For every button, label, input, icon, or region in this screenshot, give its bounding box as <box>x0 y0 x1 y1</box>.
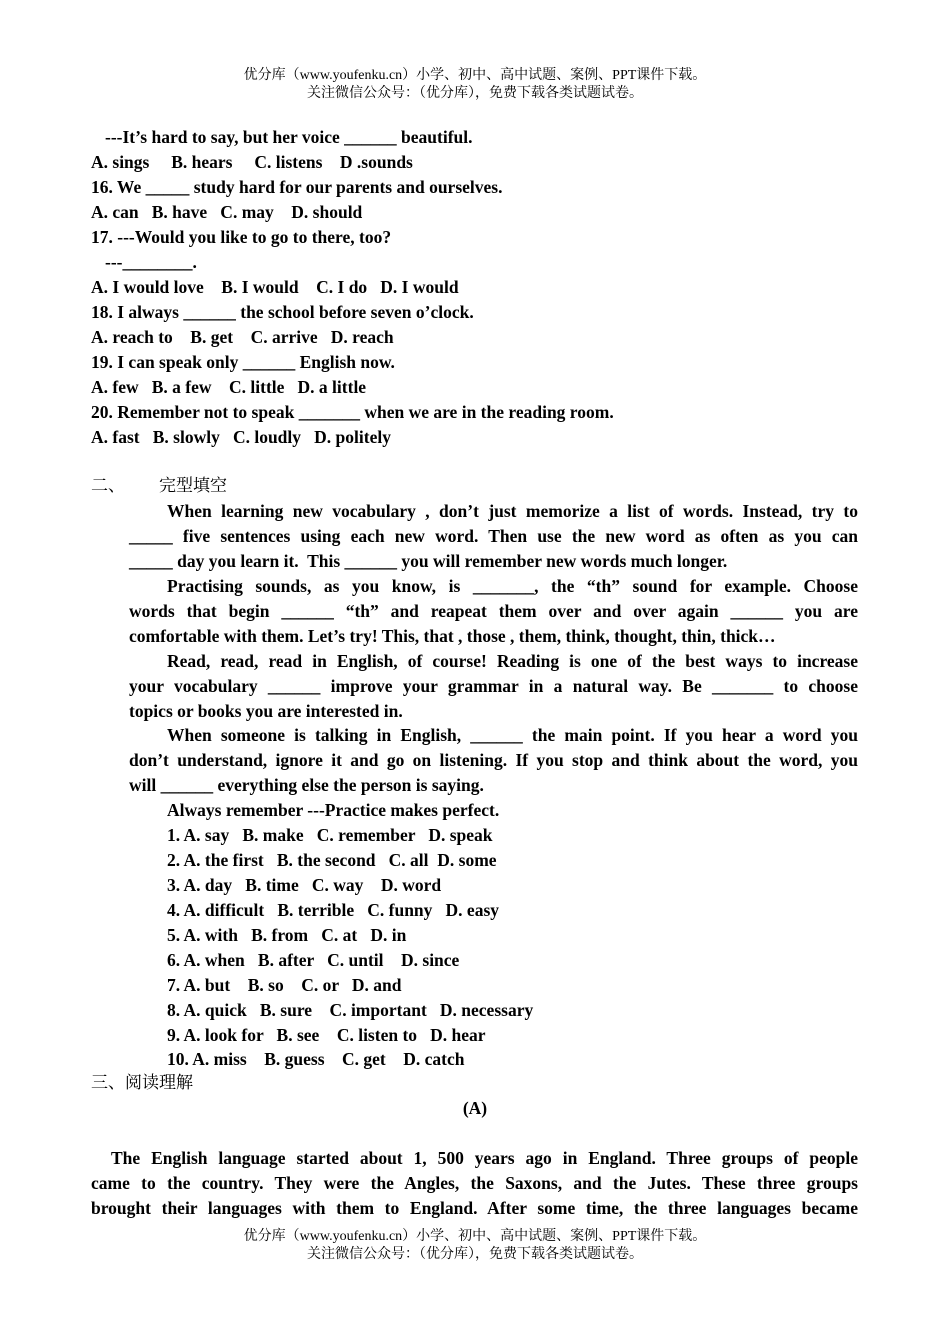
cloze-option-row: 4. A. difficult B. terrible C. funny D. easy <box>167 900 500 920</box>
cloze-passage-line: When learning new vocabulary , don’t just memorize a list of words. Instead, try to <box>167 501 858 521</box>
cloze-option-row: 3. A. day B. time C. way D. word <box>167 875 442 895</box>
cloze-passage-line: Read, read, read in English, of course! Reading is one of the best ways to increase <box>167 651 858 671</box>
cloze-passage-line: will ______ everything else the person is saying. <box>129 775 484 795</box>
cloze-passage-line: don’t understand, ignore it and go on listening. If you stop and think about the word, you <box>129 750 858 770</box>
section2-heading-title: 完型填空 <box>159 476 227 495</box>
cloze-passage-line: _____ five sentences using each new word. Then use the new word as often as you can <box>129 526 858 546</box>
q19-options: A. few B. a few C. little D. a little <box>91 377 367 397</box>
q20-question: 20. Remember not to speak _______ when we are in the reading room. <box>91 402 614 422</box>
cloze-passage-line: comfortable with them. Let’s try! This, that , those , them, think, thought, thin, thick… <box>129 626 776 646</box>
header-line-1: 优分库（www.youfenku.cn）小学、初中、高中试题、案例、PPT课件下载。 <box>243 68 707 83</box>
header-line-2: 关注微信公众号：（优分库），免费下载各类试题试卷。 <box>307 86 643 101</box>
cloze-option-row: 6. A. when B. after C. until D. since <box>167 950 460 970</box>
cloze-passage-line: _____ day you learn it. This ______ you will remember new words much longer. <box>129 551 728 571</box>
section3-heading: 三、阅读理解 <box>91 1073 193 1092</box>
cloze-passage-line: Practising sounds, as you know, is _______, the “th” sound for example. Choose <box>167 576 858 596</box>
q16-question: 16. We _____ study hard for our parents and ourselves. <box>91 177 503 197</box>
cloze-option-row: 8. A. quick B. sure C. important D. necessary <box>167 1000 534 1020</box>
q17-answer-line: ---________. <box>105 252 197 272</box>
cloze-option-row: 2. A. the first B. the second C. all D. some <box>167 850 497 870</box>
q17-question: 17. ---Would you like to go to there, too? <box>91 227 392 247</box>
reading-passage-line: came to the country. They were the Angles, the Saxons, and the Jutes. These three groups <box>91 1173 858 1193</box>
section2-heading-number: 二、 <box>91 476 125 495</box>
reading-passage-line: The English language started about 1, 500 years ago in England. Three groups of people <box>111 1148 858 1168</box>
reading-passage-line: brought their languages with them to England. After some time, the three languages became <box>91 1198 858 1218</box>
q18-options: A. reach to B. get C. arrive D. reach <box>91 327 394 347</box>
cloze-option-row: 10. A. miss B. guess C. get D. catch <box>167 1049 465 1069</box>
cloze-option-row: 1. A. say B. make C. remember D. speak <box>167 825 493 845</box>
page-footer <box>0 1228 950 1264</box>
cloze-passage-line: topics or books you are interested in. <box>129 701 403 721</box>
cloze-option-row: 9. A. look for B. see C. listen to D. hear <box>167 1025 486 1045</box>
q16-options: A. can B. have C. may D. should <box>91 202 363 222</box>
footer-line-2: 关注微信公众号：（优分库），免费下载各类试题试卷。 <box>307 1247 643 1262</box>
q15-options: A. sings B. hears C. listens D .sounds <box>91 152 413 172</box>
page-header <box>0 67 950 103</box>
cloze-option-row: 5. A. with B. from C. at D. in <box>167 925 407 945</box>
footer-line-1: 优分库（www.youfenku.cn）小学、初中、高中试题、案例、PPT课件下载。 <box>243 1229 707 1244</box>
cloze-passage-line: words that begin ______ “th” and reapeat them over and over again ______ you are <box>129 601 858 621</box>
q20-options: A. fast B. slowly C. loudly D. politely <box>91 427 391 447</box>
q17-options: A. I would love B. I would C. I do D. I would <box>91 277 459 297</box>
cloze-passage-line: your vocabulary ______ improve your grammar in a natural way. Be _______ to choose <box>129 676 858 696</box>
q19-question: 19. I can speak only ______ English now. <box>91 352 395 372</box>
q15-answer-line: ---It’s hard to say, but her voice ______ beautiful. <box>105 127 473 147</box>
cloze-passage-line: When someone is talking in English, ______ the main point. If you hear a word you <box>167 725 858 745</box>
q18-question: 18. I always ______ the school before seven o’clock. <box>91 302 474 322</box>
cloze-option-row: 7. A. but B. so C. or D. and <box>167 975 402 995</box>
reading-part-label: (A) <box>462 1098 488 1118</box>
cloze-passage-line: Always remember ---Practice makes perfect. <box>167 800 500 820</box>
